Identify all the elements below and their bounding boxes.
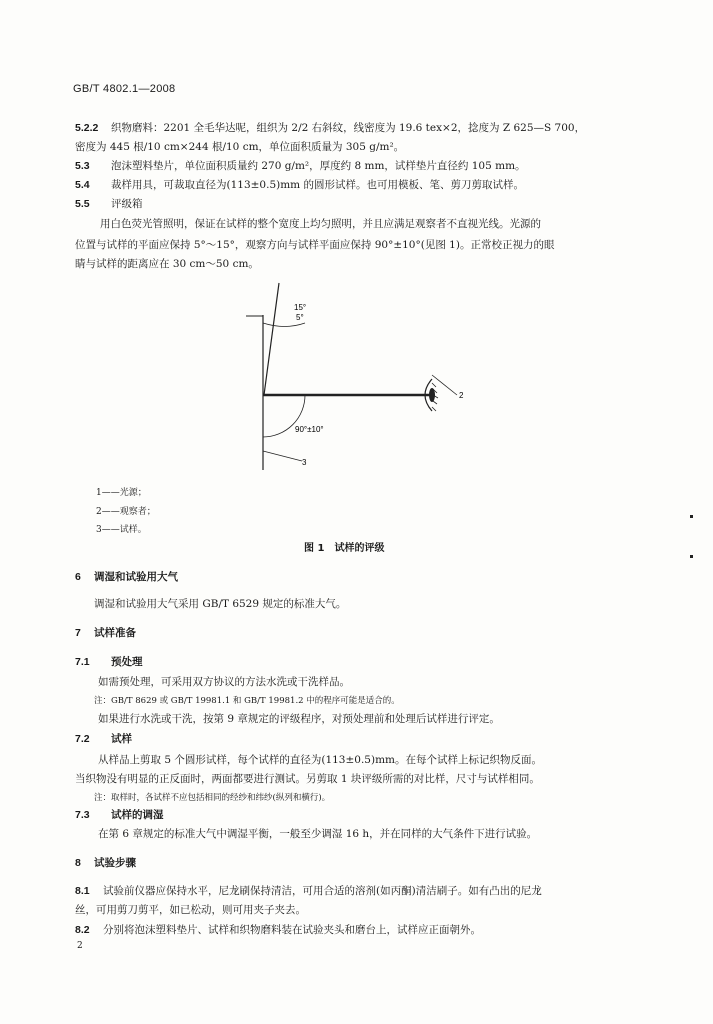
section-text: 调湿和试验用大气采用 GB/T 6529 规定的标准大气。 — [94, 598, 347, 610]
clause-text: 织物磨料：2201 全毛华达呢，组织为 2/2 右斜纹，线密度为 19.6 tex×2，捻度为 Z 625—S 700， — [111, 122, 586, 134]
section-number: 7 — [75, 627, 81, 639]
angle-label-bottom: 5° — [296, 313, 304, 322]
clause-number: 8.1 — [75, 885, 90, 897]
angle-label-view: 90°±10° — [295, 425, 324, 434]
section-number: 6 — [75, 571, 81, 583]
page-number: 2 — [77, 941, 83, 951]
clause-text: 在第 6 章规定的标准大气中调湿平衡，一般至少调湿 16 h，并在同样的大气条件下进行试验。 — [98, 828, 538, 840]
section-6-heading — [75, 570, 178, 584]
standard-header: GB/T 4802.1—2008 — [73, 83, 176, 95]
clause-5-5-text3 — [75, 257, 259, 271]
clause-number: 7.1 — [75, 656, 90, 668]
clause-text: 分别将泡沫塑料垫片、试样和织物磨料装在试验夹头和磨台上，试样应正面朝外。 — [103, 924, 481, 936]
legend-item-2: 2——观察者； — [96, 507, 156, 517]
eye-pupil — [429, 388, 435, 402]
scan-mark — [690, 515, 693, 518]
observer-number: 2 — [459, 391, 464, 400]
clause-5-5 — [75, 197, 143, 211]
clause-text: 密度为 445 根/10 cm×244 根/10 cm，单位面积质量为 305 g/m²。 — [75, 141, 405, 153]
clause-text: 从样品上剪取 5 个圆形试样，每个试样的直径为(113±0.5)mm。在每个试样上标记织物反面。 — [98, 754, 542, 766]
clause-number: 7.3 — [75, 809, 90, 821]
clause-text: 裁样用具，可裁取直径为(113±0.5)mm 的圆形试样。也可用模板、笔、剪刀剪取试样。 — [111, 179, 524, 191]
clause-7-1-note — [94, 694, 400, 708]
clause-text: 试验前仪器应保持水平，尼龙刷保持清洁，可用合适的溶剂(如丙酮)清洁刷子。如有凸出的尼龙 — [103, 885, 542, 897]
clause-text: 泡沫塑料垫片，单位面积质量约 270 g/m²，厚度约 8 mm，试样垫片直径约 105 mm。 — [111, 160, 526, 172]
clause-title: 试样的调湿 — [111, 809, 164, 821]
angle-arc-top — [263, 323, 305, 327]
section-title: 试样准备 — [94, 627, 136, 639]
section-7-heading — [75, 626, 136, 640]
clause-7-3-heading — [75, 808, 164, 822]
figure-caption: 图 1 试样的评级 — [304, 543, 385, 554]
section-title: 调湿和试验用大气 — [94, 571, 178, 583]
clause-text: 如果进行水洗或干洗，按第 9 章规定的评级程序，对预处理前和处理后试样进行评定。 — [98, 713, 500, 725]
figure-1-diagram — [240, 275, 480, 475]
clause-text: 位置与试样的平面应保持 5°～15°，观察方向与试样平面应保持 90°±10°(见图 1)。正常校正视力的眼 — [75, 239, 555, 251]
clause-7-1-text2 — [98, 712, 500, 726]
clause-text: 当织物没有明显的正反面时，两面都要进行测试。另剪取 1 块评级所需的对比样，尺寸与试样相同。 — [75, 773, 540, 785]
clause-number: 5.2.2 — [75, 122, 99, 134]
clause-number: 8.2 — [75, 924, 90, 936]
clause-7-2-heading — [75, 732, 132, 746]
clause-5-3 — [75, 159, 526, 173]
clause-7-2-text2 — [75, 772, 540, 786]
clause-text: 丝，可用剪刀剪平，如已松动，则可用夹子夹去。 — [75, 904, 306, 916]
clause-title: 预处理 — [111, 656, 143, 668]
clause-5-4 — [75, 178, 524, 192]
section-8-heading — [75, 856, 136, 870]
specimen-leader — [263, 451, 302, 461]
clause-7-2-note — [94, 791, 330, 805]
clause-8-2 — [75, 923, 481, 937]
clause-8-1-line1 — [75, 884, 542, 898]
clause-number: 5.4 — [75, 179, 90, 191]
section-title: 试验步骤 — [94, 857, 136, 869]
clause-number: 5.5 — [75, 198, 90, 210]
clause-5-5-text2 — [75, 238, 554, 252]
clause-text: 如需预处理，可采用双方协议的方法水洗或干洗样品。 — [98, 676, 350, 688]
clause-7-1-heading — [75, 655, 143, 669]
legend-item-1: 1——光源； — [96, 488, 147, 498]
clause-5-2-2-line1 — [75, 121, 585, 135]
clause-8-1-line2 — [75, 903, 306, 917]
light-source-line — [264, 283, 279, 395]
scan-mark — [690, 555, 693, 558]
note-text: 注：GB/T 8629 或 GB/T 19981.1 和 GB/T 19981.2 中的程序可能是适合的。 — [94, 696, 400, 706]
angle-label-top: 15° — [294, 303, 307, 312]
legend-item-3: 3——试样。 — [96, 525, 147, 535]
clause-title: 评级箱 — [111, 198, 143, 210]
clause-5-2-2-line2 — [75, 140, 404, 154]
section-6-text — [94, 597, 346, 611]
clause-text: 睛与试样的距离应在 30 cm～50 cm。 — [75, 258, 259, 270]
clause-title: 试样 — [111, 733, 132, 745]
clause-7-3-text — [98, 827, 537, 841]
clause-7-2-text1 — [98, 753, 542, 767]
note-text: 注：取样时，各试样不应包括相同的经纱和纬纱(纵列和横行)。 — [94, 793, 331, 803]
clause-number: 7.2 — [75, 733, 90, 745]
clause-7-1-text — [98, 675, 350, 689]
section-number: 8 — [75, 857, 81, 869]
clause-5-5-text1 — [100, 217, 541, 231]
clause-number: 5.3 — [75, 160, 90, 172]
clause-text: 用白色荧光管照明，保证在试样的整个宽度上均匀照明，并且应满足观察者不直视光线。光源的 — [100, 218, 541, 230]
specimen-number: 3 — [302, 458, 307, 467]
